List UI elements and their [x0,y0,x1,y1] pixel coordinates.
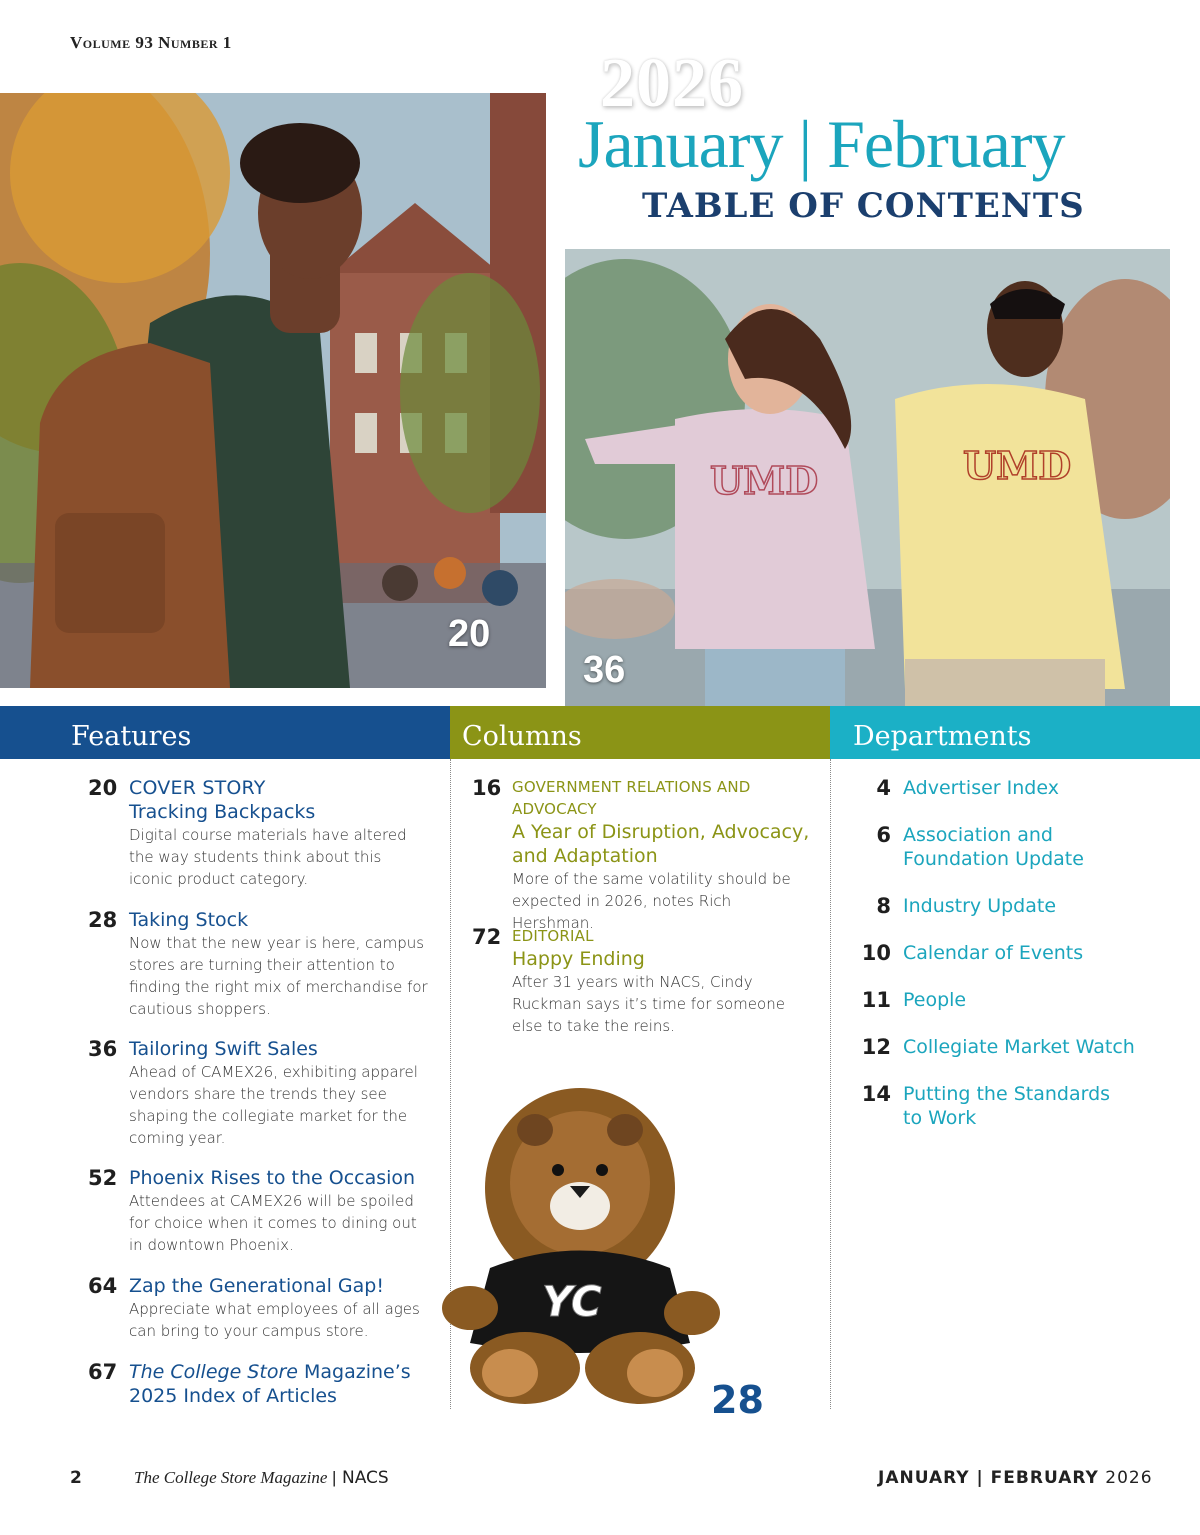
feature-page-number: 67 [88,1360,118,1384]
department-title[interactable]: Putting the Standards to Work [903,1083,1111,1129]
feature-title[interactable]: Taking Stock [129,909,249,931]
column-description: After 31 years with NACS, Cindy Ruckman says it’s time for someone else to take the reins. [512,973,785,1035]
umd-couple-photo [565,249,1170,707]
lion-page-number: 28 [711,1378,764,1422]
department-page-number: 6 [876,823,891,847]
footer-page-number: 2 [70,1468,82,1488]
department-title[interactable]: Advertiser Index [903,777,1059,799]
toc-heading: TABLE OF CONTENTS [642,186,1085,226]
footer-issue-year: 2026 [1105,1468,1153,1488]
department-title[interactable]: People [903,989,967,1011]
department-page-number: 10 [861,941,891,965]
feature-title[interactable]: Phoenix Rises to the Occasion [129,1167,416,1189]
column-page-number: 16 [472,776,502,800]
feature-description: Digital course materials have altered the way students think about this iconic product category. [129,826,407,888]
department-title[interactable]: Collegiate Market Watch [903,1036,1135,1058]
footer-magazine-name: The College Store Magazine [134,1468,328,1487]
department-page-number: 14 [861,1082,891,1106]
umd-text-right: UMD [963,443,1072,488]
department-page-number: 12 [861,1035,891,1059]
lion-shirt-text: YC [542,1277,602,1326]
lion-plush-illustration [430,1068,730,1408]
feature-page-number: 64 [88,1274,118,1298]
column-kicker: EDITORIAL [512,927,594,945]
feature-description: Appreciate what employees of all ages can bring to your campus store. [129,1300,420,1340]
umd-text-left: UMD [710,458,819,503]
footer-issue-months: JANUARY | FEBRUARY [878,1468,1099,1488]
departments-band: Departments [830,706,1200,759]
backpack-page-number: 20 [448,613,491,655]
feature-title[interactable]: Tailoring Swift Sales [129,1038,318,1060]
feature-title-italic: The College Store [129,1361,298,1383]
backpack-student-photo [0,93,546,688]
column-title[interactable]: Happy Ending [512,948,645,970]
department-page-number: 8 [876,894,891,918]
footer-separator: | [332,1468,337,1487]
feature-page-number: 52 [88,1166,118,1190]
feature-kicker: COVER STORY [129,777,266,799]
feature-page-number: 36 [88,1037,118,1061]
feature-title[interactable] [129,1360,429,1408]
issue-months: January | February [578,106,1065,182]
department-title[interactable]: Industry Update [903,895,1057,917]
column-title[interactable]: A Year of Disruption, Advocacy, and Adaptation [512,821,810,867]
backpack-student-illustration [0,93,546,688]
volume-issue-label: Volume 93 Number 1 [70,33,232,52]
features-band: Features [0,706,450,759]
umd-page-number: 36 [583,649,626,691]
issue-year: 2026 [600,45,744,122]
footer-issue [878,1468,1153,1488]
department-title[interactable]: Association and Foundation Update [903,824,1084,870]
feature-page-number: 20 [88,776,118,800]
column-description: More of the same volatility should be expected in 2026, notes Rich Hershman. [512,870,791,932]
feature-title[interactable]: Tracking Backpacks [129,801,316,823]
department-title[interactable]: Calendar of Events [903,942,1084,964]
department-page-number: 4 [876,776,891,800]
feature-page-number: 28 [88,908,118,932]
feature-description: Now that the new year is here, campus stores are turning their attention to finding the right mix of merchandise for cautious shoppers. [129,934,428,1018]
footer-org: NACS [342,1468,389,1488]
column-divider-right [830,759,831,1409]
feature-description: Ahead of CAMEX26, exhibiting apparel vendors share the trends they see shaping the collegiate market for the coming year. [129,1063,418,1147]
umd-couple-illustration [565,249,1170,707]
feature-description: Attendees at CAMEX26 will be spoiled for choice when it comes to dining out in downtown Phoenix. [129,1192,417,1254]
column-kicker: GOVERNMENT RELATIONS AND ADVOCACY [512,778,751,818]
column-page-number: 72 [472,925,502,949]
department-page-number: 11 [861,988,891,1012]
feature-title-rest: Magazine’s 2025 Index of Articles [129,1361,411,1407]
columns-band: Columns [450,706,830,759]
feature-title[interactable]: Zap the Generational Gap! [129,1275,384,1297]
